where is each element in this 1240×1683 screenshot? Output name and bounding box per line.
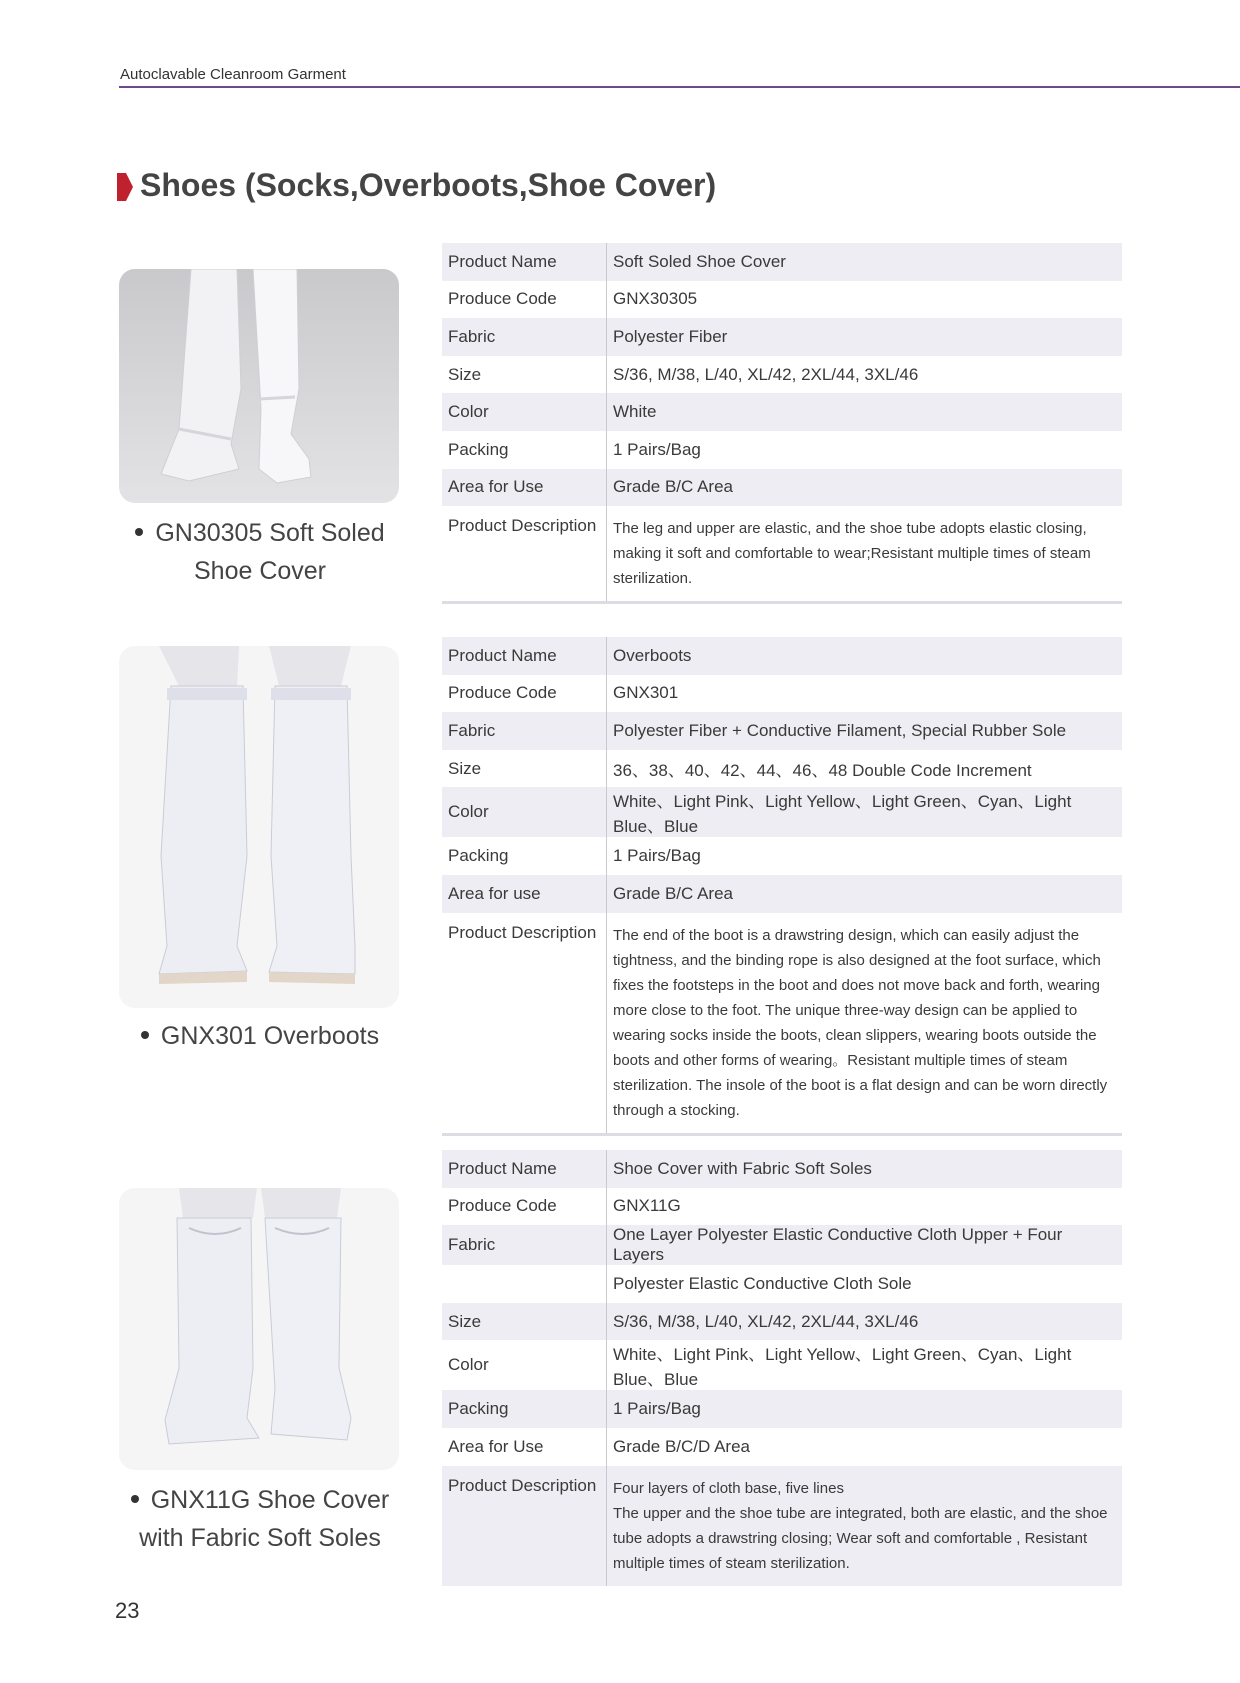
spec-value: S/36, M/38, L/40, XL/42, 2XL/44, 3XL/46: [607, 1303, 1123, 1341]
spec-table-gnx301: [442, 637, 1122, 1136]
table-row: [442, 875, 1122, 913]
table-row: [442, 1466, 1122, 1586]
table-row: [442, 787, 1122, 837]
product-photo-gnx301: [119, 646, 399, 1008]
spec-value: GNX11G: [613, 1196, 681, 1216]
table-row: [442, 1265, 1122, 1303]
spec-value: Overboots: [607, 637, 1123, 675]
spec-label: Area for Use: [442, 1428, 607, 1466]
spec-value: White、Light Pink、Light Yellow、Light Green、Cyan、Light Blue、Blue: [613, 1345, 1072, 1390]
spec-table-gnx11g: [442, 1150, 1122, 1586]
table-row: [442, 1340, 1122, 1390]
spec-label: Size: [442, 750, 607, 788]
bullet-icon: [135, 528, 143, 536]
spec-label: Product Name: [442, 637, 607, 675]
spec-value: Grade B/C/D Area: [613, 1436, 751, 1456]
spec-value: GNX301: [613, 683, 679, 703]
spec-value: Four layers of cloth base, five lines The upper and the shoe tube are integrated, both are elastic, and the shoe tube adopts a drawstring closing; Wear soft and comfortable , Resistant multiple times of steam sterilization.: [607, 1466, 1123, 1586]
spec-label: [442, 1265, 607, 1303]
spec-label: Produce Code: [442, 675, 607, 713]
spec-label: Color: [442, 1340, 607, 1390]
spec-label: Produce Code: [442, 1188, 607, 1226]
spec-label: Fabric: [442, 1225, 607, 1265]
bullet-icon: [131, 1495, 139, 1503]
table-row: [442, 675, 1122, 713]
spec-label: Product Description: [442, 913, 607, 1135]
spec-label: Fabric: [442, 712, 607, 750]
spec-label: Fabric: [442, 318, 607, 356]
table-row: [442, 243, 1122, 281]
spec-value: Grade B/C Area: [607, 875, 1123, 913]
table-row: [442, 1390, 1122, 1428]
spec-label: Packing: [442, 837, 607, 875]
spec-label: Size: [442, 1303, 607, 1341]
spec-label: Produce Code: [442, 281, 607, 319]
table-row: [442, 637, 1122, 675]
table-row: [442, 393, 1122, 431]
table-row: [442, 1188, 1122, 1226]
bullet-icon: [141, 1031, 149, 1039]
spec-value: 1 Pairs/Bag: [613, 439, 701, 459]
spec-label: Product Name: [442, 1150, 607, 1188]
product-photo-gnx11g: [119, 1188, 399, 1470]
table-row: [442, 1303, 1122, 1341]
spec-value: 1 Pairs/Bag: [613, 846, 701, 866]
spec-label: Packing: [442, 431, 607, 469]
spec-label: Color: [442, 393, 607, 431]
table-row: [442, 506, 1122, 603]
spec-value: GNX30305: [613, 289, 698, 309]
spec-value: Shoe Cover with Fabric Soft Soles: [607, 1150, 1123, 1188]
running-header: Autoclavable Cleanroom Garment: [120, 66, 346, 83]
page-number: 23: [115, 1598, 140, 1623]
section-marker-icon: [117, 173, 133, 201]
spec-value: White: [607, 393, 1123, 431]
spec-label: Area for use: [442, 875, 607, 913]
spec-label: Product Description: [442, 1466, 607, 1586]
table-row: [442, 750, 1122, 788]
table-row: [442, 469, 1122, 507]
spec-value: One Layer Polyester Elastic Conductive Cloth Upper + Four Layers: [607, 1225, 1123, 1265]
table-row: [442, 356, 1122, 394]
spec-value: White、Light Pink、Light Yellow、Light Green、Cyan、Light Blue、Blue: [607, 787, 1123, 837]
table-row: [442, 431, 1122, 469]
spec-value: Polyester Fiber + Conductive Filament, Special Rubber Sole: [607, 712, 1123, 750]
spec-label: Product Name: [442, 243, 607, 281]
spec-value: The leg and upper are elastic, and the shoe tube adopts elastic closing, making it soft and comfortable to wear;Resistant multiple times of steam sterilization.: [607, 506, 1123, 603]
product-photo-gn30305: [119, 269, 399, 503]
spec-label: Size: [442, 356, 607, 394]
spec-value: Polyester Fiber: [607, 318, 1123, 356]
table-row: [442, 318, 1122, 356]
section-title: Shoes (Socks,Overboots,Shoe Cover): [140, 167, 717, 203]
table-row: [442, 1428, 1122, 1466]
spec-value: Soft Soled Shoe Cover: [607, 243, 1123, 281]
spec-value: Polyester Elastic Conductive Cloth Sole: [613, 1273, 912, 1293]
product-caption-gnx301: GNX301 Overboots: [110, 1017, 410, 1055]
spec-value: S/36, M/38, L/40, XL/42, 2XL/44, 3XL/46: [613, 364, 919, 384]
spec-value: 1 Pairs/Bag: [607, 1390, 1123, 1428]
spec-value: Grade B/C Area: [607, 469, 1123, 507]
spec-value: 36、38、40、42、44、46、48 Double Code Increment: [613, 761, 1032, 781]
table-row: [442, 712, 1122, 750]
spec-label: Color: [442, 787, 607, 837]
spec-label: Area for Use: [442, 469, 607, 507]
table-row: [442, 913, 1122, 1135]
spec-table-gn30305: [442, 243, 1122, 604]
product-caption-gn30305: GN30305 Soft Soled Shoe Cover: [110, 514, 410, 590]
table-row: [442, 1150, 1122, 1188]
table-row: [442, 1225, 1122, 1265]
spec-label: Packing: [442, 1390, 607, 1428]
table-row: [442, 837, 1122, 875]
table-row: [442, 281, 1122, 319]
spec-label: Product Description: [442, 506, 607, 603]
product-caption-gnx11g: GNX11G Shoe Cover with Fabric Soft Soles: [110, 1481, 410, 1557]
header-rule: [119, 86, 1240, 88]
spec-value: The end of the boot is a drawstring design, which can easily adjust the tightness, and the binding rope is also designed at the foot surface, which fixes the footsteps in the boot and does not move back and forth, wearing more close to the foot. The unique three-way design can be applied to wearing socks inside the boots, clean slippers, wearing boots outside the boots and other forms of wearing。Resistant multiple times of steam sterilization. The insole of the boot is a flat design and can be worn directly through a stocking.: [607, 913, 1123, 1135]
